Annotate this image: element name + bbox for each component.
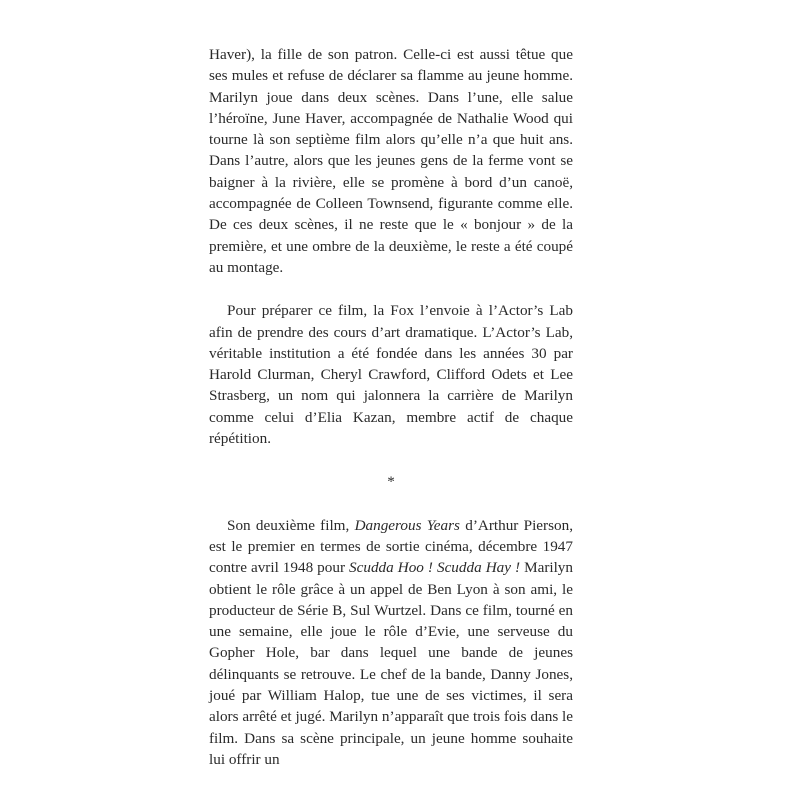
section-separator: * [387, 473, 395, 491]
paragraph-1-text: Haver), la fille de son patron. Celle-ci est aussi têtue que ses mules et refuse de déclarer sa flamme au jeune homme. Marilyn joue dans deux scènes. Dans l’une, elle salue l’héroïne, June Haver, accompagnée de Nathalie Wood qui tourne là son septième film alors qu’elle n’a que huit ans. Dans l’autre, alors que les jeunes gens de la ferme vont se baigner à la rivière, elle se promène à bord d’un canoë, accompagnée de Colleen Townsend, figurante comme elle. De ces deux scènes, il ne reste que le « bonjour » de la première, et une ombre de la deuxième, le reste a été coupé au montage. [209, 46, 573, 276]
paragraph-1 [209, 44, 573, 278]
paragraph-3 [209, 515, 573, 771]
paragraph-3-text-c: Marilyn obtient le rôle grâce à un appel de Ben Lyon à son ami, le producteur de Série B, Sul Wurtzel. Dans ce film, tourné en une semaine, elle joue le rôle d’Evie, une serveuse du Gopher Hole, bar dans lequel une bande de jeunes délinquants se retrouve. Le chef de la bande, Danny Jones, joué par William Halop, tue une de ses victimes, il sera alors arrêté et jugé. Marilyn n’apparaît que trois fois dans le film. Dans sa scène principale, un jeune homme souhaite lui offrir un [209, 559, 573, 768]
paragraph-3-text-b: d’Arthur Pierson, est le premier en termes de sortie cinéma, décembre 1947 contre avril 1948 pour [209, 516, 573, 577]
paragraph-spacer [209, 278, 573, 300]
paragraph-2-text: Pour préparer ce film, la Fox l’envoie à l’Actor’s Lab afin de prendre des cours d’art dramatique. L’Actor’s Lab, véritable institution a été fondée dans les années 30 par Harold Clurman, Cheryl Crawford, Clifford Odets et Lee Strasberg, un nom qui jalonnera la carrière de Marilyn comme celui d’Elia Kazan, membre actif de chaque répétition. [209, 302, 573, 448]
film-title-dangerous-years: Dangerous Years [354, 516, 460, 534]
paragraph-3-text-a: Son deuxième film, [227, 516, 355, 534]
book-page [209, 44, 573, 770]
film-title-scudda-hoo: Scudda Hoo ! Scudda Hay ! [349, 559, 521, 577]
paragraph-2 [209, 300, 573, 449]
